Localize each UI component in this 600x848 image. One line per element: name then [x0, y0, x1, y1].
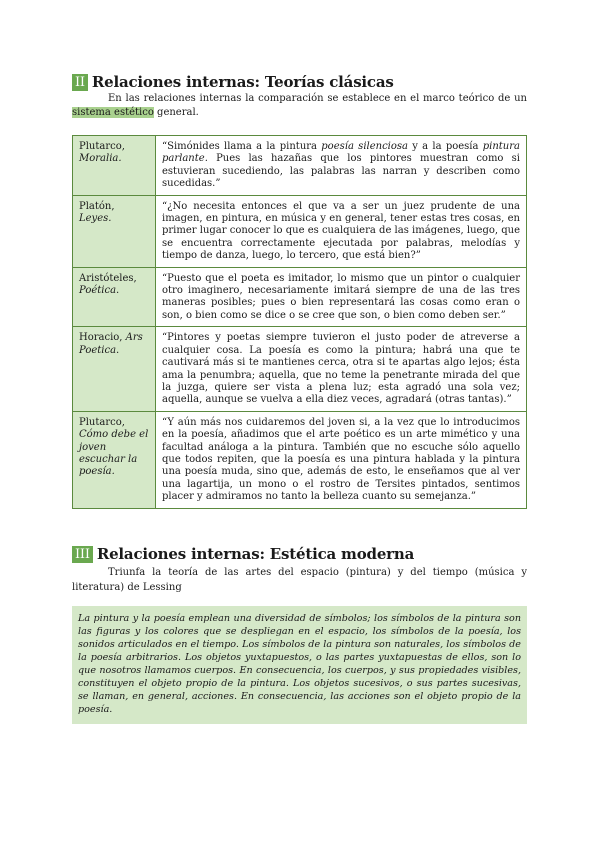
author-cell: [73, 136, 156, 196]
work-title: Moralia.: [79, 153, 122, 165]
intro-text: En las relaciones internas la comparación se establece en el marco teórico de un: [108, 93, 527, 104]
quote-cell: [156, 136, 527, 196]
table-row: [73, 327, 527, 411]
quote-cell: [156, 267, 527, 327]
quotes-table: [72, 135, 527, 509]
section-number-badge: III: [72, 546, 93, 563]
work-title: Cómo debe el joven escuchar la poesía.: [79, 429, 149, 478]
author-name: Platón,: [79, 200, 115, 212]
quote-text: “¿No necesita entonces el que va a ser un juez prudente de una imagen, en pintura, en música y en general, tener estas tres cosas, en primer lugar conocer lo que es cualquiera de las imágenes, luego, que se encuentra correctamente ejecutada por palabras, melodías y tiempo de danza, luego, lo tercero, que está bien?”: [162, 200, 520, 262]
quote-text: “Pintores y poetas siempre tuvieron el justo poder de atreverse a cualquier cosa. La poesía es como la pintura; habrá una que te cautivará más si te mantienes cerca, otra si te apartas algo lejos; ésta ama la penumbra; aquella, que no teme la penetrante mirada del que la juzga, quiere ser vista a plena luz; esta agradó una sola vez; aquella, aunque se vuelva a ella diez veces, agradará (otras tantas).”: [162, 332, 520, 406]
author-cell: [73, 195, 156, 267]
author-cell: [73, 267, 156, 327]
work-title: Leyes.: [79, 213, 112, 225]
work-title: Ars Poetica.: [79, 332, 143, 356]
author-cell: [73, 327, 156, 411]
author-name: Plutarco,: [79, 141, 125, 152]
quote-text: “Puesto que el poeta es imitador, lo mismo que un pintor o cualquier otro imaginero, necesariamente imitará siempre de una de las tres maneras posibles; pues o bien representará las cosas como eran o son, o bien como se dice o se cree que son, o bien como deben ser.”: [162, 272, 520, 321]
author-cell: [73, 411, 156, 508]
section-heading-3: [72, 545, 414, 563]
quote-cell: [156, 195, 527, 267]
quote-text: pintura parlante: [162, 141, 520, 165]
quote-text: “Y aún más nos cuidaremos del joven si, a la vez que lo introducimos en la poesía, añadimos que el arte poético es un arte mimético y una facultad análoga a la pintura. También que no escuche sólo aquello que todos repiten, que la poesía es una pintura hablada y la pintura una poesía muda, sino que, además de esto, le enseñamos que al ver una lagartija, un mono o el rostro de Tersites pintados, sentimos placer y admiramos no tanto la belleza cuanto su semejanza.”: [162, 416, 520, 503]
section-title: Relaciones internas: Teorías clásicas: [91, 73, 394, 91]
quote-text: y a la poesía: [407, 141, 483, 152]
table-row: [73, 411, 527, 508]
author-name: Aristóteles,: [79, 272, 137, 284]
work-title: Poética.: [79, 285, 120, 297]
intro-text-end: general.: [157, 107, 199, 118]
section-title: Relaciones internas: Estética moderna: [96, 545, 415, 563]
lessing-quote-box: La pintura y la poesía emplean una diversidad de símbolos; los símbolos de la pintura son las figuras y los colores que se despliegan en el espacio, los símbolos de la poesía, los sonidos articulados en el tiempo. Los símbolos de la pintura son naturales, los símbolos de la poesía arbitrarios. Los objetos yuxtapuestos, o las partes yuxtapuestas de ellos, son lo que nosotros llamamos cuerpos. En consecuencia, los cuerpos, y sus propiedades visibles, constituyen el objeto propio de la pintura. Los objetos sucesivos, o sus partes sucesivas, se llaman, en general, acciones. En consecuencia, las acciones son el objeto propio de la poesía.: [72, 606, 527, 724]
table-row: [73, 267, 527, 327]
section-intro-3: [72, 565, 527, 595]
highlighted-term: sistema estético: [72, 107, 154, 118]
quote-text: poesía silenciosa: [321, 141, 408, 152]
intro-text: Triunfa la teoría de las artes del espacio (pintura) y del tiempo (música y literatura) de Lessing: [72, 567, 527, 593]
section-heading-2: [72, 73, 394, 91]
quote-cell: [156, 327, 527, 411]
section-intro-2: [72, 92, 527, 120]
quote-text: “Simónides llama a la pintura: [162, 141, 322, 152]
author-name: Plutarco,: [79, 416, 125, 428]
author-name: Horacio,: [79, 332, 123, 344]
section-number-badge: II: [72, 74, 88, 91]
table-row: [73, 136, 527, 196]
quote-text: . Pues las hazañas que los pintores muestran como si estuvieran sucediendo, las palabras las narran y describen como sucedidas.”: [162, 153, 520, 190]
table-row: [73, 195, 527, 267]
quote-cell: [156, 411, 527, 508]
